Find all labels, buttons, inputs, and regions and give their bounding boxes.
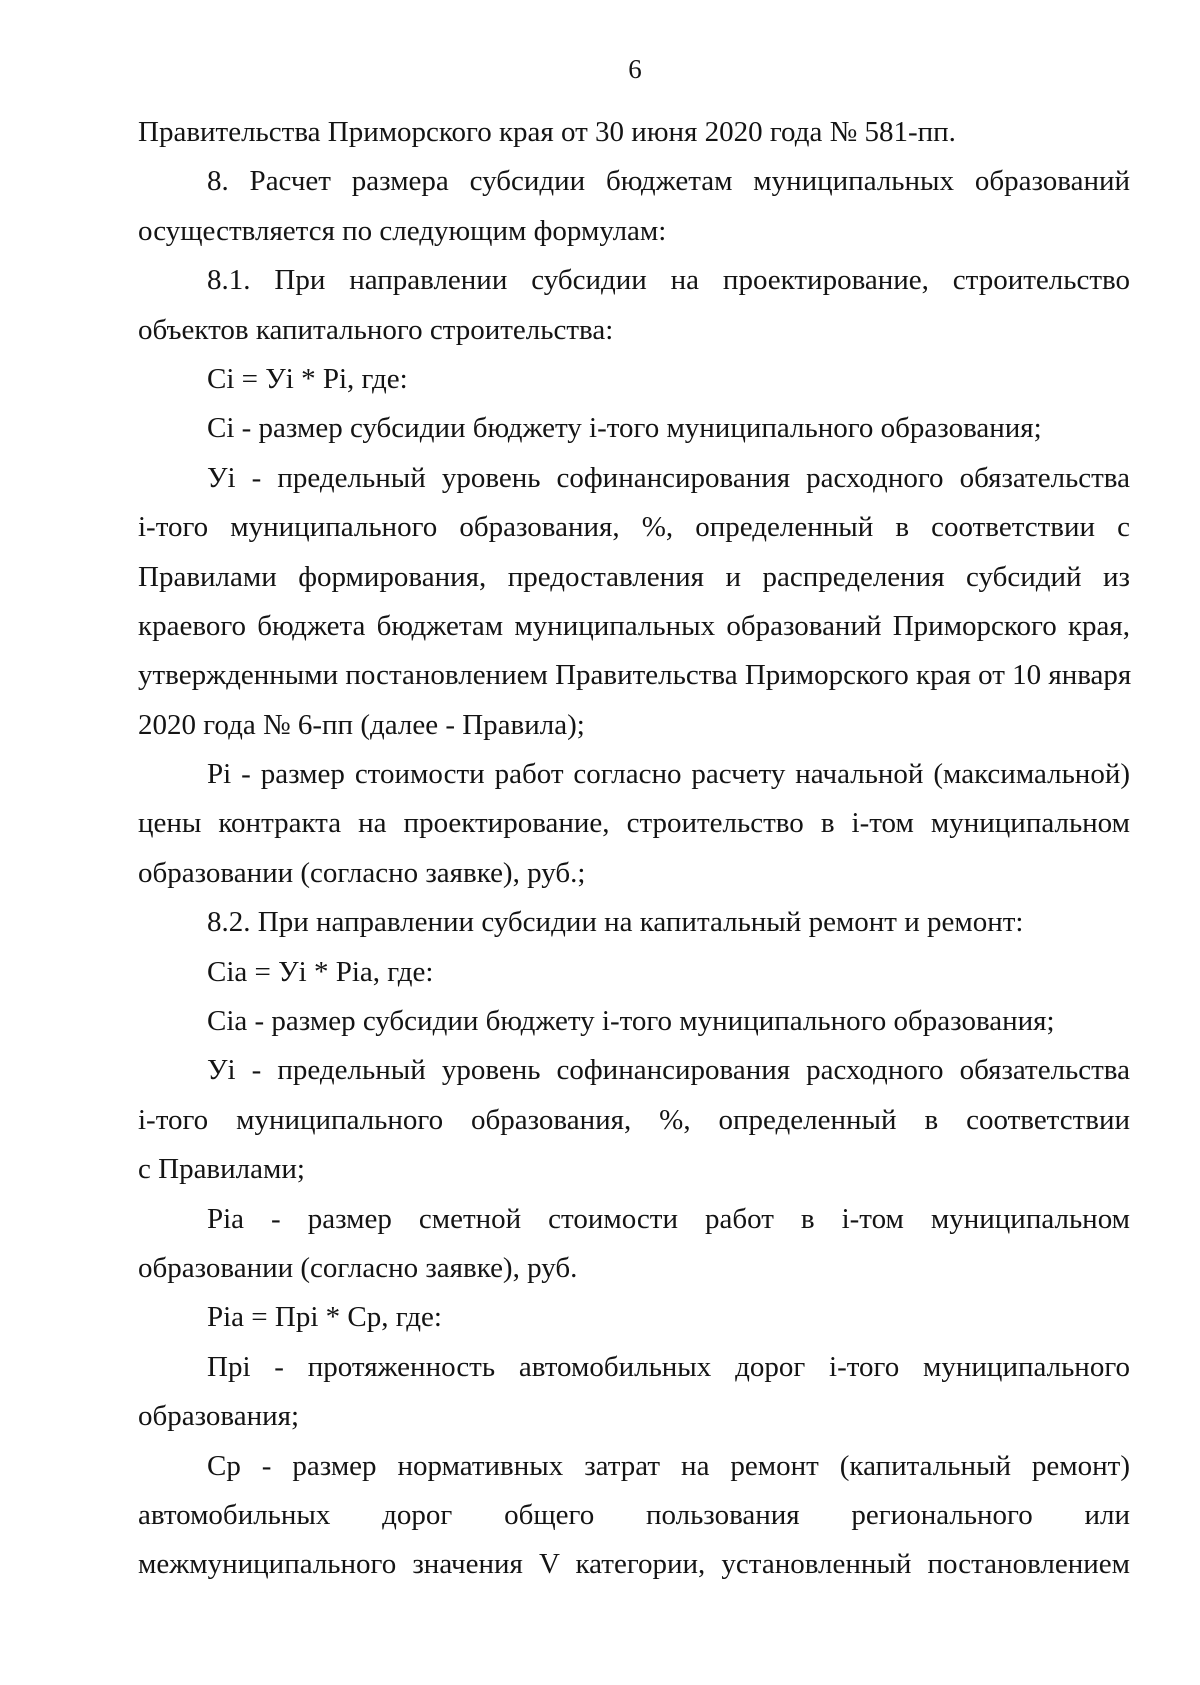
text-line: Cia = Уi * Pia, где: — [207, 955, 434, 988]
document-body — [138, 108, 1130, 1590]
text-line: Ci = Уi * Pi, где: — [207, 362, 408, 395]
page-number: 6 — [628, 54, 642, 84]
text-line: Cp - размер нормативных затрат на ремонт (капитальный ремонт) — [207, 1449, 1130, 1482]
text-line: Уi - предельный уровень софинансирования расходного обязательства — [207, 461, 1130, 494]
text-line: Правилами формирования, предоставления и распределения субсидий из — [138, 560, 1130, 593]
text-line: образования; — [138, 1400, 300, 1433]
text-line: образовании (согласно заявке), руб.; — [138, 856, 586, 889]
text-line: образовании (согласно заявке), руб. — [138, 1251, 578, 1284]
text-line: Pi - размер стоимости работ согласно расчету начальной (максимальной) — [207, 758, 1130, 791]
text-line: краевого бюджета бюджетам муниципальных образований Приморского края, — [138, 609, 1130, 642]
text-line: Cia - размер субсидии бюджету i-того муниципального образования; — [207, 1005, 1055, 1038]
text-line: i-того муниципального образования, %, определенный в соответствии с — [138, 511, 1130, 544]
text-line: 8.2. При направлении субсидии на капитальный ремонт и ремонт: — [207, 906, 1024, 939]
text-line: Pia - размер сметной стоимости работ в i-том муниципальном — [207, 1202, 1130, 1235]
text-line: Правительства Приморского края от 30 июня 2020 года № 581-пп. — [138, 116, 956, 148]
text-line: утвержденными постановлением Правительства Приморского края от 10 января — [138, 659, 1132, 692]
text-line: 2020 года № 6-пп (далее - Правила); — [138, 708, 585, 741]
text-line: Pia = Пpi * Cp, где: — [207, 1301, 442, 1334]
text-line: Ci - размер субсидии бюджету i-того муниципального образования; — [207, 412, 1042, 445]
text-line: межмуниципального значения V категории, установленный постановлением — [138, 1548, 1130, 1581]
text-line: цены контракта на проектирование, строительство в i-том муниципальном — [138, 807, 1130, 840]
text-line: 8. Расчет размера субсидии бюджетам муниципальных образований — [207, 165, 1130, 198]
text-line: Пpi - протяженность автомобильных дорог i-того муниципального — [207, 1350, 1130, 1383]
text-line: объектов капитального строительства: — [138, 313, 614, 346]
text-line: осуществляется по следующим формулам: — [138, 214, 667, 247]
text-line: Уi - предельный уровень софинансирования расходного обязательства — [207, 1054, 1130, 1087]
text-line: автомобильных дорог общего пользования регионального или — [138, 1498, 1130, 1531]
text-line: 8.1. При направлении субсидии на проектирование, строительство — [207, 264, 1130, 297]
text-line: i-того муниципального образования, %, определенный в соответствии — [138, 1103, 1130, 1136]
text-line: с Правилами; — [138, 1153, 305, 1186]
